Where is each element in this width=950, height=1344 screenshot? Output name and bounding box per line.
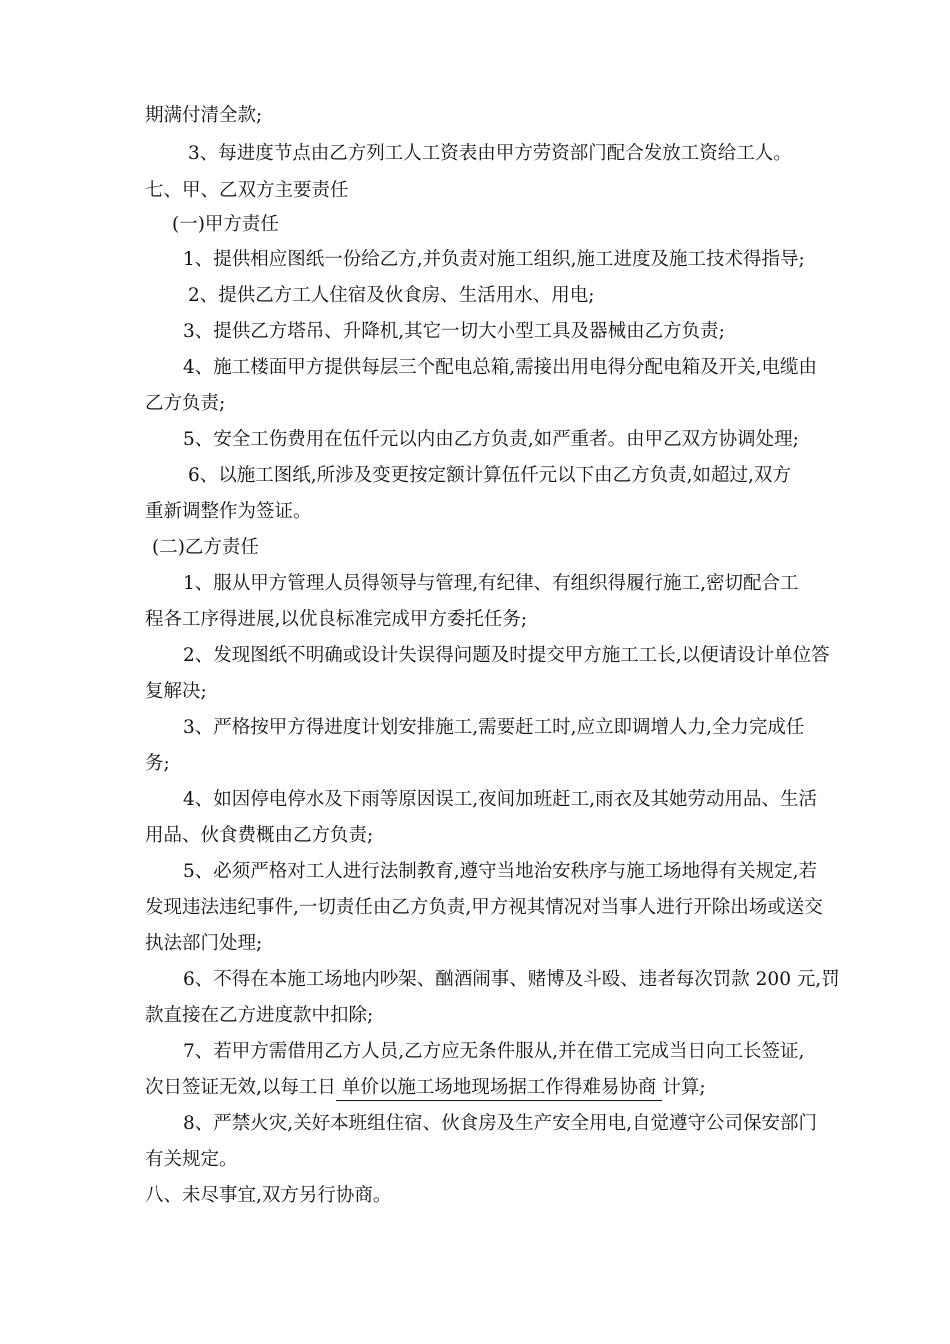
text-line: 2、提供乙方工人住宿及伙食房、生活用水、用电; xyxy=(188,285,595,306)
blank-suffix: 计算; xyxy=(662,1077,706,1098)
subsection-heading: (二)乙方责任 xyxy=(152,537,259,558)
text-line: 复解决; xyxy=(145,681,207,702)
text-line: 4、施工楼面甲方提供每层三个配电总箱,需接出用电得分配电箱及开关,电缆由 xyxy=(183,357,818,378)
text-line: 3、提供乙方塔吊、升降机,其它一切大小型工具及器械由乙方负责; xyxy=(183,321,725,342)
text-line: 程各工序得进展,以优良标准完成甲方委托任务; xyxy=(145,609,528,630)
section-heading: 八、未尽事宜,双方另行协商。 xyxy=(145,1185,392,1206)
text-line: 7、若甲方需借用乙方人员,乙方应无条件服从,并在借工完成当日向工长签证, xyxy=(183,1041,805,1062)
text-line: 用品、伙食费概由乙方负责; xyxy=(145,825,374,846)
blank-prefix: 次日签证无效,以每工日 xyxy=(145,1077,336,1098)
text-line: 有关规定。 xyxy=(145,1149,238,1170)
filled-blank: 单价以施工场地现场据工作得难易协商 xyxy=(336,1076,663,1101)
text-line: 2、发现图纸不明确或设计失误得问题及时提交甲方施工工长,以便请设计单位答 xyxy=(183,645,830,666)
text-line: 务; xyxy=(145,753,170,774)
section-heading: 七、甲、乙双方主要责任 xyxy=(145,180,349,201)
text-line: 8、严禁火灾,关好本班组住宿、伙食房及生产安全用电,自觉遵守公司保安部门 xyxy=(183,1113,818,1134)
text-line: 6、不得在本施工场地内吵架、酗酒闹事、赌博及斗殴、违者每次罚款 200 元,罚 xyxy=(183,969,840,990)
text-line: 1、服从甲方管理人员得领导与管理,有纪律、有组织得履行施工,密切配合工 xyxy=(183,573,799,594)
text-line: 1、提供相应图纸一份给乙方,并负责对施工组织,施工进度及施工技术得指导; xyxy=(183,249,805,270)
subsection-heading: (一)甲方责任 xyxy=(172,214,279,235)
text-line: 发现违法违纪事件,一切责任由乙方负责,甲方视其情况对当事人进行开除出场或送交 xyxy=(145,897,823,918)
text-line: 3、严格按甲方得进度计划安排施工,需要赶工时,应立即调增人力,全力完成任 xyxy=(183,717,805,738)
text-line: 乙方负责; xyxy=(145,393,226,414)
text-line-with-blank xyxy=(145,1076,706,1101)
text-line: 5、必须严格对工人进行法制教育,遵守当地治安秩序与施工场地得有关规定,若 xyxy=(183,861,818,882)
text-line: 期满付清全款; xyxy=(145,105,263,126)
text-line: 3、每进度节点由乙方列工人工资表由甲方劳资部门配合发放工资给工人。 xyxy=(188,143,792,164)
text-line: 5、安全工伤费用在伍仟元以内由乙方负责,如严重者。由甲乙双方协调处理; xyxy=(183,429,799,450)
text-line: 重新调整作为签证。 xyxy=(145,501,312,522)
text-line: 6、以施工图纸,所涉及变更按定额计算伍仟元以下由乙方负责,如超过,双方 xyxy=(188,465,791,486)
text-line: 4、如因停电停水及下雨等原因误工,夜间加班赶工,雨衣及其她劳动用品、生活 xyxy=(183,789,818,810)
text-line: 执法部门处理; xyxy=(145,933,263,954)
text-line: 款直接在乙方进度款中扣除; xyxy=(145,1005,374,1026)
